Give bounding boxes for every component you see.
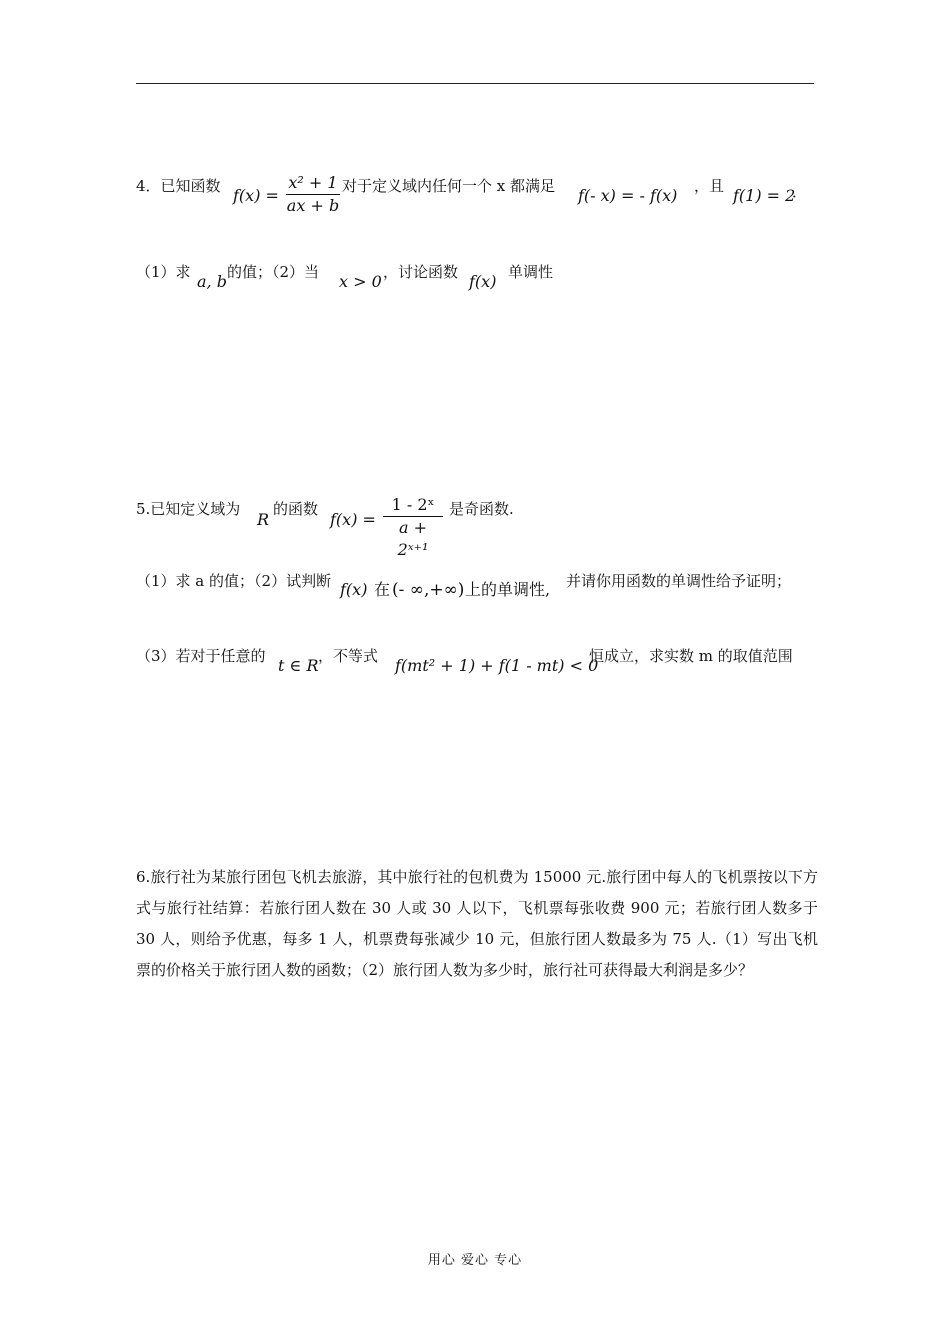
p4-x-positive: x > 0 [339, 272, 382, 291]
p5-text2: 是奇函数. [449, 500, 514, 518]
p5-fraction-denominator: a + 2ˣ⁺¹ [397, 518, 429, 559]
p5-question1: （1）求 a 的值；（2）试判断 [136, 572, 332, 590]
p4-fraction-denominator: ax + b [286, 196, 340, 215]
p5-question3-end: 恒成立，求实数 m 的取值范围 [589, 647, 793, 665]
p4-function-lhs: f(x) = [233, 186, 279, 205]
p4-question1-start: （1）求 [136, 263, 191, 281]
p5-question1-mid: 上的单调性, [465, 580, 551, 599]
p4-ab: a, b [197, 272, 227, 291]
p6-paragraph: 6.旅行社为某旅行团包飞机去旅游，其中旅行社的包机费为 15000 元.旅行团中每人的飞机票按以下方式与旅行社结算：若旅行团人数在 30 人或 30 人以下，飞机票每张收费 900 元；若旅行团人数多于 30 人，则给予优惠，每多 1 人，机票费每张减少 10 元，但旅行团人数最多为 75 人.（1）写出飞机票的价格关于旅行团人数的函数；（2）旅行团人数为多少时，旅行社可获得最大利润是多少？ [136, 868, 818, 979]
p5-number: 5.已知定义域为 [136, 500, 241, 518]
p5-R: R [257, 510, 270, 529]
p5-question1-end: 并请你用函数的单调性给予证明； [566, 572, 792, 590]
p4-fraction [285, 172, 341, 217]
p4-question2-end: 单调性 [508, 263, 554, 281]
p4-question1-end: 的值；（2）当 [227, 263, 320, 281]
p5-fraction [382, 494, 444, 561]
p5-inequality: f(mt² + 1) + f(1 - mt) < 0 [395, 656, 599, 675]
p5-question3-start: （3）若对于任意的 [136, 647, 266, 665]
p5-fraction-numerator: 1 - 2ˣ [391, 495, 435, 514]
p5-interval: (- ∞,+∞) [392, 580, 465, 600]
p4-condition-value: f(1) = 2 [733, 186, 796, 205]
p4-fx: f(x) [469, 272, 497, 291]
p4-condition-odd: f(- x) = - f(x) [578, 186, 678, 205]
p4-text1: 对于定义域内任何一个 x 都满足 [342, 177, 555, 195]
p4-text2: ，且 [694, 177, 725, 195]
p4-dot: ． [792, 183, 808, 201]
p5-text1: 的函数 [273, 500, 319, 518]
p5-zai: 在 [374, 580, 391, 599]
p4-number: 4．已知函数 [136, 177, 221, 195]
p4-question2: ，讨论函数 [383, 263, 459, 281]
header-rule [136, 83, 814, 84]
p5-fx: f(x) [340, 580, 368, 599]
p4-fraction-numerator: x² + 1 [288, 173, 338, 192]
p5-question3-mid: ，不等式 [318, 647, 379, 665]
page-footer: 用心 爱心 专心 [427, 1253, 523, 1268]
p5-t-in-R: t ∈ R [278, 656, 319, 675]
p5-function-lhs: f(x) = [330, 510, 376, 529]
